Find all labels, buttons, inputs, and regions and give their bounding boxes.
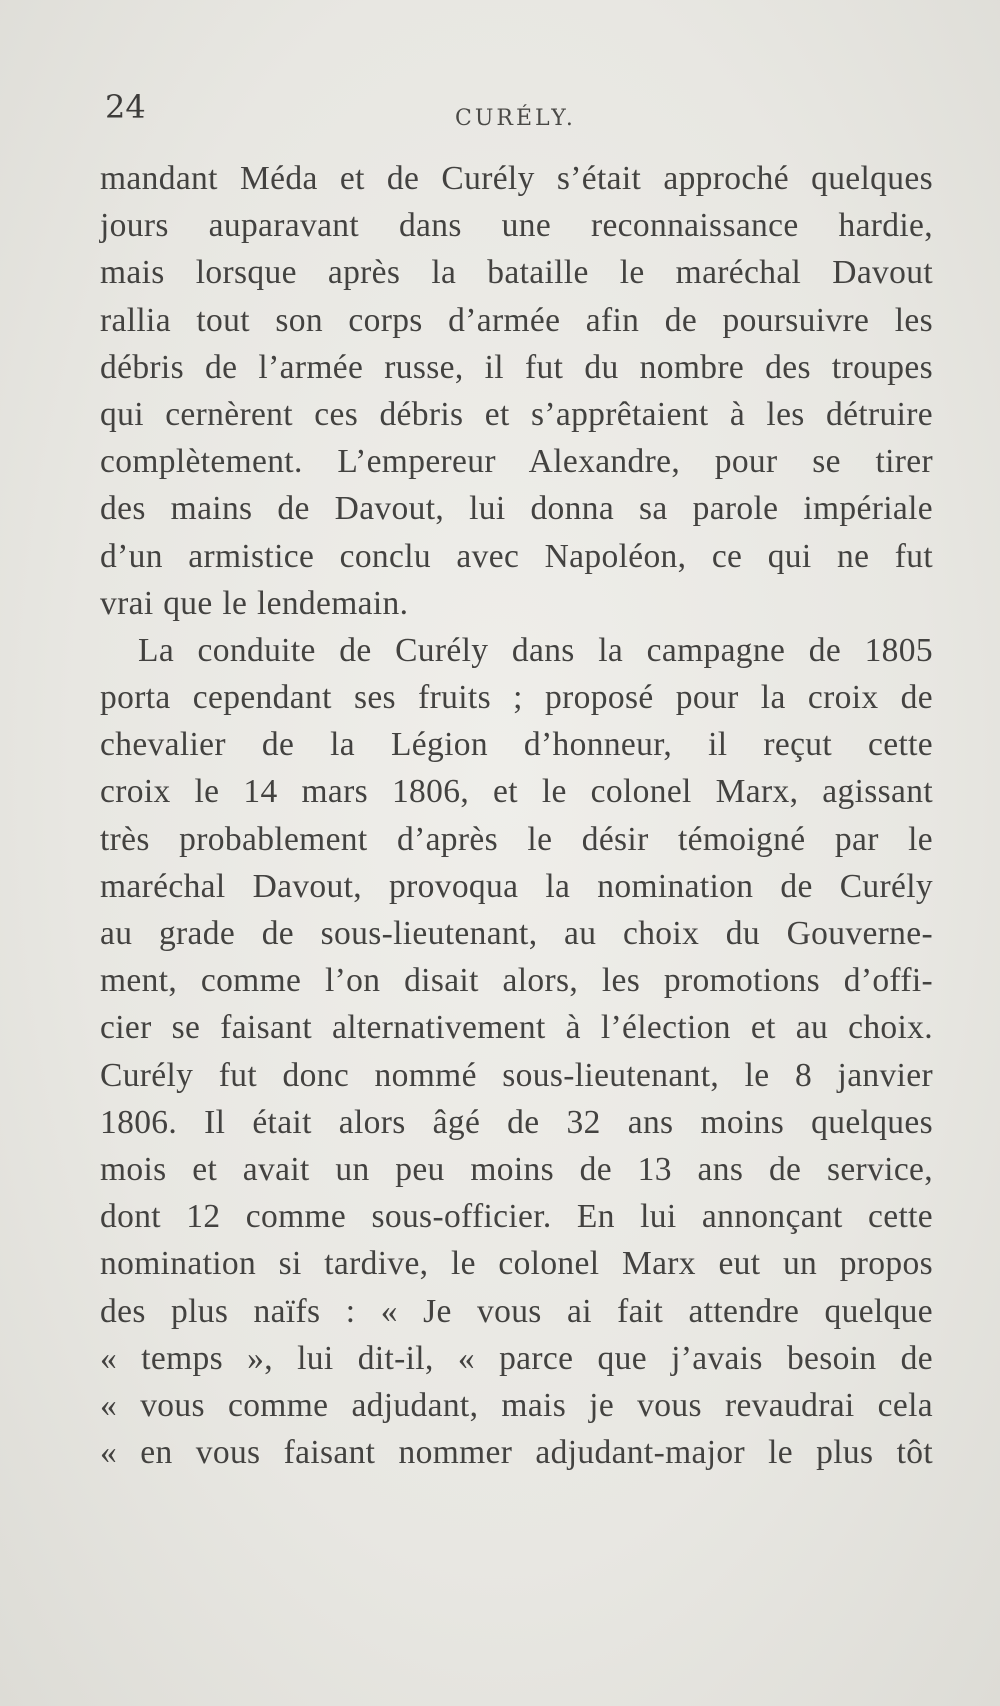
text-line: « temps », lui dit-il, « parce que j’avais besoin de: [100, 1339, 933, 1377]
text-line: dont 12 comme sous-officier. En lui annonçant cette: [100, 1198, 933, 1236]
text-line: mais lorsque après la bataille le maréchal Davout: [100, 254, 933, 292]
text-line: mandant Méda et de Curély s’était approché quelques: [100, 160, 933, 197]
text-line: qui cernèrent ces débris et s’apprêtaient à les détruire: [100, 395, 933, 433]
page-number: 24: [105, 88, 146, 126]
text-line: jours auparavant dans une reconnaissance hardie,: [100, 207, 933, 245]
text-line: nomination si tardive, le colonel Marx eut un propos: [100, 1245, 933, 1283]
text-line: des mains de Davout, lui donna sa parole impériale: [100, 490, 933, 528]
text-line: rallia tout son corps d’armée afin de poursuivre les: [100, 301, 933, 339]
text-line: maréchal Davout, provoqua la nomination de Curély: [100, 867, 933, 905]
paragraph-2: [100, 627, 933, 1476]
running-head: CURÉLY.: [455, 106, 576, 131]
text-line: très probablement d’après le désir témoigné par le: [100, 820, 933, 858]
text-line: « en vous faisant nommer adjudant-major le plus tôt: [100, 1434, 933, 1472]
text-line: Curély fut donc nommé sous-lieutenant, le 8 janvier: [100, 1056, 933, 1094]
text-line: La conduite de Curély dans la campagne de 1805: [138, 631, 933, 669]
page-header: [105, 88, 935, 138]
text-line: vrai que le lendemain.: [100, 584, 409, 622]
text-line: complètement. L’empereur Alexandre, pour se tirer: [100, 443, 933, 481]
text-line: des plus naïfs : « Je vous ai fait attendre quelque: [100, 1292, 933, 1330]
text-line: « vous comme adjudant, mais je vous revaudrai cela: [100, 1386, 933, 1424]
text-line: cier se faisant alternativement à l’élection et au choix.: [100, 1009, 933, 1047]
text-line: au grade de sous-lieutenant, au choix du Gouverne-: [100, 915, 933, 952]
text-line: d’un armistice conclu avec Napoléon, ce qui ne fut: [100, 537, 933, 575]
text-line: croix le 14 mars 1806, et le colonel Marx, agissant: [100, 773, 933, 811]
text-line: 1806. Il était alors âgé de 32 ans moins quelques: [100, 1103, 933, 1141]
text-line: chevalier de la Légion d’honneur, il reçut cette: [100, 726, 933, 764]
paragraph-1: [100, 155, 933, 627]
text-line: débris de l’armée russe, il fut du nombre des troupes: [100, 348, 933, 386]
text-line: ment, comme l’on disait alors, les promotions d’offi-: [100, 962, 933, 1000]
text-line: mois et avait un peu moins de 13 ans de service,: [100, 1150, 933, 1188]
text-line: porta cependant ses fruits ; proposé pour la croix de: [100, 679, 933, 717]
body-text: [100, 155, 933, 1476]
